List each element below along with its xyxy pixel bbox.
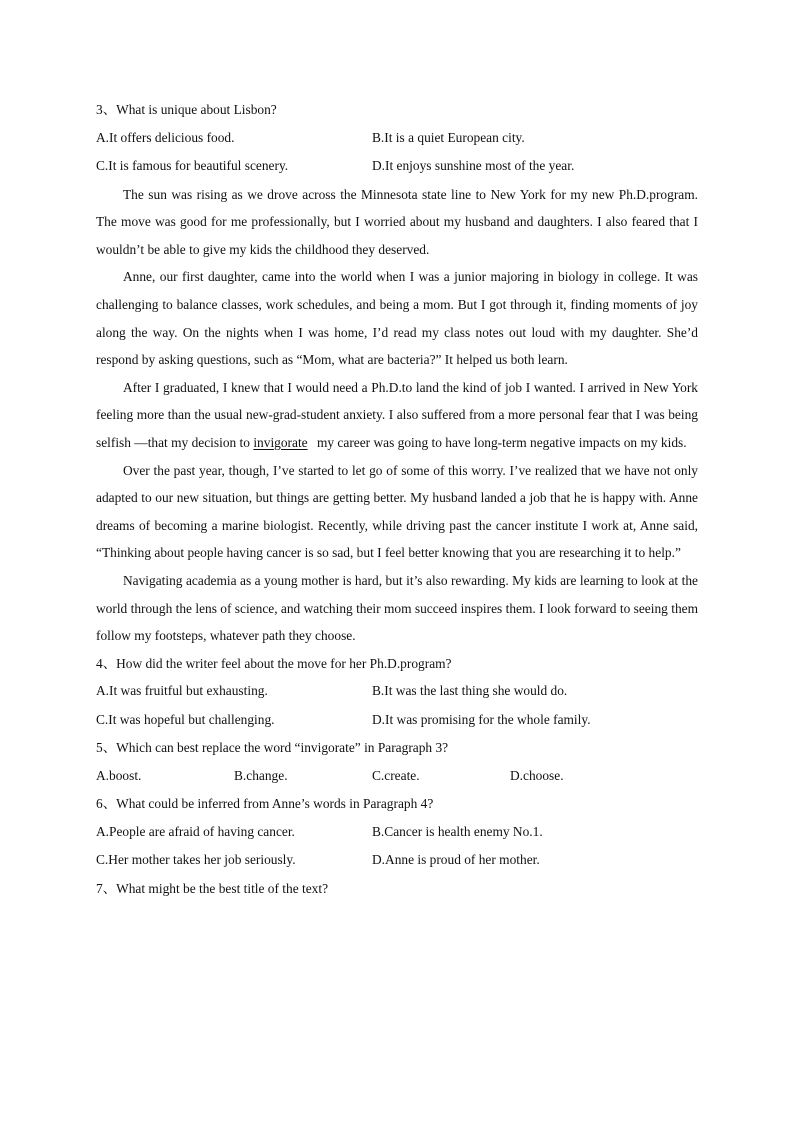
paragraph-3-text-before: After I graduated, I knew that I would need a Ph.D.to land the kind of job I wanted. I arrived in New York feeling more than the usual new-grad-student anxiety. I also suffered from a more personal fear that I was being selfish —that my decision to (96, 379, 698, 450)
option-5d: D.choose. (510, 767, 564, 783)
underlined-word-invigorate (253, 435, 313, 450)
question-7: 7、What might be the best title of the text? (96, 880, 329, 896)
option-4b: B.It was the last thing she would do. (372, 683, 568, 699)
question-3-options (96, 124, 698, 153)
option-5c: C.create. (372, 767, 420, 783)
passage-paragraph-2: Anne, our first daughter, came into the world when I was a junior majoring in biology in college. It was challenging to balance classes, work schedules, and being a mom. But I got through it, finding moments of joy along the way. On the nights when I was home, I’d read my class notes out loud with my daughter. She’d respond by asking questions, such as “Mom, what are bacteria?” It helped us both learn. (96, 269, 698, 368)
question-6-options (96, 818, 698, 847)
option-4c: C.It was hopeful but challenging. (96, 711, 275, 727)
passage-paragraph-1: The sun was rising as we drove across the Minnesota state line to New York for my new Ph.D.program. The move was good for me professionally, but I worried about my husband and daughters. I also feared that I wouldn’t be able to give my kids the childhood they deserved. (96, 186, 698, 257)
question-3: 3、What is unique about Lisbon? (96, 102, 277, 117)
option-4a: A.It was fruitful but exhausting. (96, 683, 268, 699)
option-3d: D.It enjoys sunshine most of the year. (372, 158, 575, 174)
question-3-options-row-2 (96, 152, 698, 181)
option-6b: B.Cancer is health enemy No.1. (372, 823, 543, 839)
option-5a: A.boost. (96, 767, 142, 783)
question-6: 6、What could be inferred from Anne’s words in Paragraph 4? (96, 796, 434, 812)
question-5: 5、Which can best replace the word “invigorate” in Paragraph 3? (96, 740, 449, 756)
question-6-options-row-2 (96, 846, 698, 875)
option-3b: B.It is a quiet European city. (372, 129, 525, 145)
question-4-options (96, 677, 698, 706)
option-5b: B.change. (234, 767, 288, 783)
question-4-options-row-2 (96, 706, 698, 735)
option-3a: A.It offers delicious food. (96, 129, 235, 145)
paragraph-3-text-after: my career was going to have long-term negative impacts on my kids. (313, 434, 687, 450)
question-4: 4、How did the writer feel about the move for her Ph.D.program? (96, 655, 452, 671)
option-6c: C.Her mother takes her job seriously. (96, 852, 296, 868)
option-6a: A.People are afraid of having cancer. (96, 823, 295, 839)
passage-paragraph-3 (96, 374, 698, 457)
question-5-options (96, 762, 698, 791)
option-4d: D.It was promising for the whole family. (372, 711, 591, 727)
passage-paragraph-5: Navigating academia as a young mother is hard, but it’s also rewarding. My kids are learning to look at the world through the lens of science, and watching their mom succeed inspires them. I look forward to seeing them follow my footsteps, whatever path they choose. (96, 572, 698, 644)
option-3c: C.It is famous for beautiful scenery. (96, 158, 289, 174)
underlined-word-text: invigorate (253, 434, 308, 450)
option-6d: D.Anne is proud of her mother. (372, 852, 540, 868)
document-page (96, 96, 698, 903)
passage-paragraph-4: Over the past year, though, I’ve started to let go of some of this worry. I’ve realized that we have not only adapted to our new situation, but things are getting better. My husband landed a job that he is happy with. Anne dreams of becoming a marine biologist. Recently, while driving past the cancer institute I work at, Anne said, “Thinking about people having cancer is so sad, but I feel better knowing that you are researching it to help.” (96, 462, 698, 561)
